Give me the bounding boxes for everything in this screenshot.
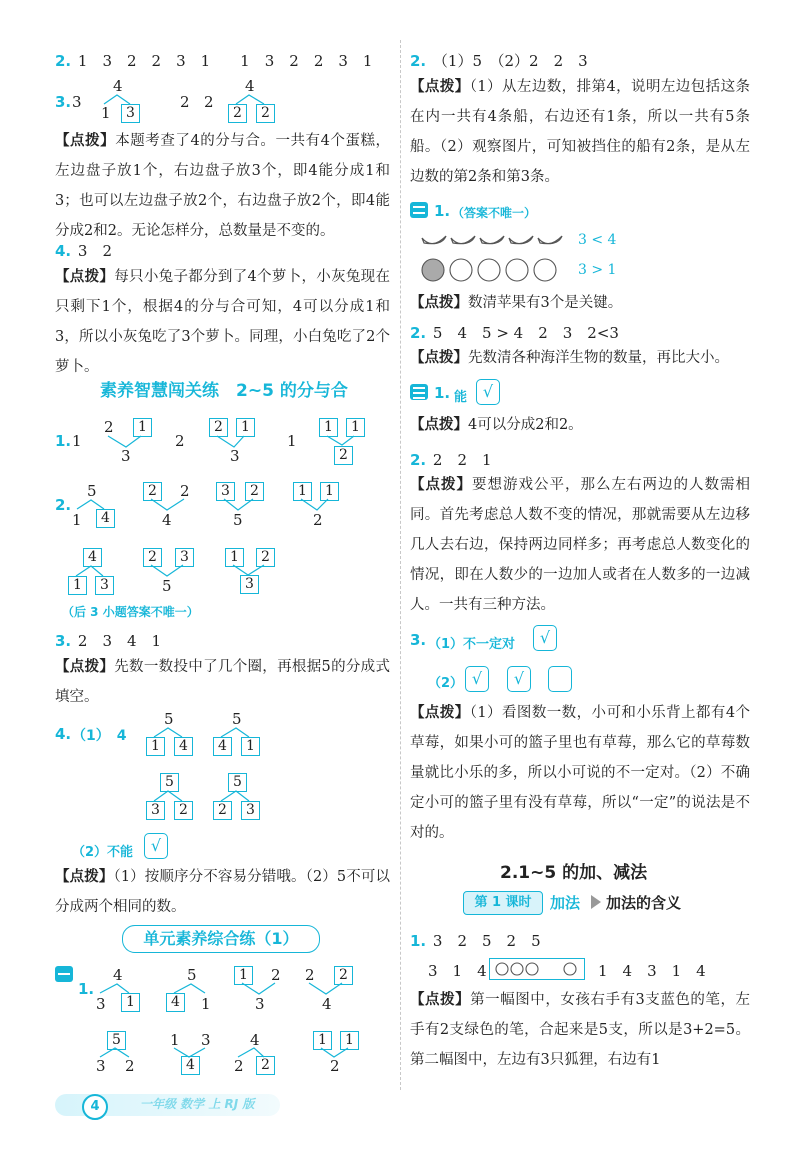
hint-tag: 【点拨】	[55, 658, 115, 675]
answer-line-2c	[410, 449, 492, 470]
question-number: 2.	[410, 451, 427, 469]
answer-box: 1	[236, 418, 255, 437]
strawberry-icon	[534, 259, 556, 281]
answer-digit: 2	[204, 93, 214, 111]
answer-box: 4	[96, 509, 115, 528]
answer-box: 1	[121, 993, 140, 1012]
answer-box: 1	[346, 418, 365, 437]
split-right: 2	[180, 482, 190, 500]
split-right: 2	[125, 1057, 135, 1075]
check-mark-box: √	[507, 666, 531, 692]
answer-box: 2	[256, 1056, 275, 1075]
question-number: 3.	[55, 632, 72, 650]
split-left: 3	[96, 1057, 106, 1075]
answer-box: 2	[334, 966, 353, 985]
chapter-title: 2.1~5 的加、减法	[500, 863, 648, 883]
check-mark-box: √	[476, 379, 500, 405]
question-number: 3.	[55, 93, 72, 111]
answer-digit: 1	[287, 432, 297, 450]
hint-paragraph	[410, 470, 750, 620]
sub-question-label: （2）不能	[72, 845, 134, 860]
answer-box: 1	[234, 966, 253, 985]
hint-text: 每只小兔子都分到了4个萝卜，小灰兔现在只剩下1个，根据4的分与合可知，4可以分成1和3，所以小灰兔吃了3个萝卜。同理，小白兔吃了2个萝卜。	[55, 269, 390, 375]
answer-digit: 1	[72, 432, 82, 450]
split-left: 1	[170, 1031, 180, 1049]
circle-box	[489, 958, 585, 980]
split-bottom: 2	[313, 511, 323, 529]
answer-text: 1 4 3 1 4	[598, 962, 706, 980]
split-bottom: 2	[330, 1057, 340, 1075]
hint-text: 先数一数投中了几个圈，再根据5的分成式填空。	[55, 659, 390, 705]
answer-box: 2	[228, 104, 247, 123]
answer-box: 2	[143, 482, 162, 501]
hint-text: （1）看图数一数，小可和小乐背上都有4个草莓，如果小可的篮子里也有草莓，那么它的草莓数量就比小乐的多，所以小可说的不一定对。（2）不确定小可的篮子里有没有草莓，所以“一定”的说法是不对的。	[410, 705, 751, 841]
strawberry-row	[420, 256, 570, 284]
answer-box: 2	[256, 104, 275, 123]
question-number: 3.	[410, 631, 427, 649]
hint-text: 数清苹果有3个是关键。	[468, 295, 623, 311]
split-top: 4	[250, 1031, 260, 1049]
hint-tag: 【点拨】	[410, 991, 471, 1008]
split-left: 1	[72, 511, 82, 529]
split-left: 2	[305, 966, 315, 984]
answer-box: 2	[209, 418, 228, 437]
answer-digit: 2	[175, 432, 185, 450]
banana-icon	[538, 236, 562, 244]
comparison: 3 > 1	[578, 262, 617, 278]
banana-row	[420, 228, 570, 254]
split-bottom: 5	[233, 511, 243, 529]
split-top: 5	[87, 482, 97, 500]
split-bottom: 3	[230, 447, 240, 465]
sub-question-label: （1）不一定对	[428, 637, 516, 652]
answer-box: 2	[143, 548, 162, 567]
hint-paragraph	[410, 72, 750, 192]
hint-tag: 【点拨】	[55, 868, 114, 885]
footer-text: 一年级 数学 上 RJ 版	[140, 1097, 255, 1111]
lesson-badge: 第 1 课时	[463, 891, 543, 915]
answer-text: 2 2 1	[432, 451, 492, 469]
note: （后 3 小题答案不唯一）	[62, 605, 199, 619]
banana-icon	[480, 236, 504, 244]
answer-digit: 3	[72, 93, 82, 111]
question-number: 1.	[434, 202, 451, 220]
banana-icon	[451, 236, 475, 244]
answer-text: 1 3 2 2 3 1 1 3 2 2 3 1	[77, 52, 373, 70]
answer-box: 4	[166, 993, 185, 1012]
unit-title: 单元素养综合练（1）	[122, 925, 320, 953]
split-top: 5	[164, 710, 174, 728]
answer-box: 2	[334, 446, 353, 465]
banana-icon	[509, 236, 533, 244]
answer-text: 2 3 4 1	[77, 632, 162, 650]
answer-box: 2	[213, 801, 232, 820]
hint-text: 4可以分成2和2。	[468, 417, 583, 433]
answer-box: 1	[225, 548, 244, 567]
answer-text: 能	[454, 390, 468, 405]
question-number: 1.	[434, 384, 451, 402]
answer-box: 3	[241, 801, 260, 820]
split-bottom: 3	[121, 447, 131, 465]
hint-tag: 【点拨】	[410, 416, 468, 433]
strawberry-icon	[450, 259, 472, 281]
answer-box: 1	[293, 482, 312, 501]
hint-tag: 【点拨】	[55, 268, 115, 285]
split-bottom: 5	[162, 577, 172, 595]
split-top: 4	[245, 77, 255, 95]
hint-tag: 【点拨】	[410, 294, 468, 311]
answer-line-2	[410, 50, 588, 71]
answer-line-r1c	[598, 960, 706, 981]
answer-box: 2	[245, 482, 264, 501]
question-number: 2.	[410, 52, 427, 70]
answer-box: 4	[213, 737, 232, 756]
split-bottom: 4	[162, 511, 172, 529]
split-top: 4	[113, 77, 123, 95]
circles-icon	[490, 959, 584, 979]
answer-box: 5	[160, 773, 179, 792]
hint-paragraph	[410, 985, 750, 1075]
section-three-icon	[410, 384, 428, 400]
question-number: 2.	[55, 496, 72, 514]
split-left: 2	[234, 1057, 244, 1075]
sub-question-label: （2）	[428, 676, 464, 691]
question-number: 4.	[55, 725, 72, 743]
answer-box: 1	[340, 1031, 359, 1050]
answer-box: 3	[146, 801, 165, 820]
strawberry-icon	[506, 259, 528, 281]
split-right: 2	[271, 966, 281, 984]
hint-text: （1）从左边数，排第4，说明左边包括这条在内一共有4条船，右边还有1条，所以一共有5条船。（2）观察图片，可知被挡住的船有2条，是从左边数的第2条和第3条。	[410, 79, 751, 185]
strawberry-icon	[422, 259, 444, 281]
answer-line-r1b	[428, 960, 487, 981]
empty-check-box	[548, 666, 572, 692]
hint-tag: 【点拨】	[410, 704, 470, 721]
hint-text: 要想游戏公平，那么左右两边的人数需相同。首先考虑总人数不变的情况，那就需要从左边移几人去右边，保持两边同样多；再考虑总人数变化的情况，即在人数少的一边加人或者在人数多的一边减人。一共有三种方法。	[410, 477, 750, 613]
split-bottom: 4	[322, 995, 332, 1013]
answer-box: 1	[319, 418, 338, 437]
hint-paragraph	[410, 343, 750, 373]
hint-text: 本题考查了4的分与合。一共有4个蛋糕，左边盘子放1个，右边盘子放3个，即4能分成1和3；也可以左边盘子放2个，右边盘子放2个，即4能分成2和2。无论怎样分，总数量是不变的。	[55, 133, 391, 239]
split-right: 1	[201, 995, 211, 1013]
question-number: 2.	[55, 52, 72, 70]
answer-box: 1	[320, 482, 339, 501]
sub-question-label: （1） 4	[72, 728, 127, 744]
question-number: 4.	[55, 242, 72, 260]
split-left: 2	[104, 418, 114, 436]
check-mark-box: √	[144, 833, 168, 859]
question-number: 2.	[410, 324, 427, 342]
section-two-icon	[410, 202, 428, 218]
question-number: 1.	[410, 932, 427, 950]
question-number: 1.	[78, 980, 95, 998]
answer-box: 1	[68, 576, 87, 595]
hint-tag: 【点拨】	[410, 78, 470, 95]
hint-text: 第一幅图中，女孩右手有3支蓝色的笔，左手有2支绿色的笔，合起来是5支，所以是3+2=5。第二幅图中，左边有3只狐狸，右边有1	[410, 992, 750, 1068]
strawberry-icon	[478, 259, 500, 281]
banana-icon	[422, 236, 446, 244]
question-number: 1.	[55, 432, 72, 450]
check-mark-box: √	[465, 666, 489, 692]
answer-box: 1	[133, 418, 152, 437]
page-number: 4	[82, 1094, 108, 1120]
hint-tag: 【点拨】	[55, 132, 116, 149]
answer-text: 3 2 5 2 5	[432, 932, 541, 950]
split-top: 5	[187, 966, 197, 984]
hint-tag: 【点拨】	[410, 476, 472, 493]
answer-box: 3	[121, 104, 140, 123]
answer-box: 4	[83, 548, 102, 567]
split-left: 1	[101, 104, 111, 122]
hint-text: 先数清各种海洋生物的数量，再比大小。	[468, 350, 729, 366]
hint-paragraph	[410, 698, 750, 848]
comparison: 3 < 4	[578, 232, 617, 248]
answer-line-r1	[410, 930, 541, 951]
answer-text: 3 2	[77, 242, 113, 260]
lesson-topic: 加法	[550, 894, 581, 912]
split-left: 3	[96, 995, 106, 1013]
arrow-right-icon	[591, 895, 601, 909]
answer-box: 1	[146, 737, 165, 756]
answer-box: 1	[313, 1031, 332, 1050]
hint-tag: 【点拨】	[410, 349, 468, 366]
answer-box: 3	[95, 576, 114, 595]
split-top: 5	[232, 710, 242, 728]
answer-box: 3	[216, 482, 235, 501]
lesson-subtitle: 加法的含义	[606, 894, 682, 912]
answer-box: 3	[175, 548, 194, 567]
answer-digit: 2	[180, 93, 190, 111]
section-title: 素养智慧闯关练 2~5 的分与合	[100, 381, 348, 401]
answer-box: 5	[107, 1031, 126, 1050]
answer-box: 2	[256, 548, 275, 567]
answer-text: 5 4 5 > 4 2 3 2<3	[432, 324, 619, 342]
answer-box: 3	[240, 575, 259, 594]
note: （答案不唯一）	[452, 206, 537, 220]
answer-box: 2	[174, 801, 193, 820]
answer-box: 1	[241, 737, 260, 756]
answer-line-2b	[410, 322, 619, 343]
split-bottom: 3	[255, 995, 265, 1013]
hint-paragraph	[410, 288, 750, 318]
answer-box: 4	[174, 737, 193, 756]
answer-text: 3 1 4	[428, 962, 487, 980]
hint-text: （1）按顺序分不容易分错哦。（2）5不可以分成两个相同的数。	[55, 869, 390, 915]
split-top: 4	[113, 966, 123, 984]
check-mark-box: √	[533, 625, 557, 651]
split-right: 3	[201, 1031, 211, 1049]
answer-box: 5	[228, 773, 247, 792]
answer-box: 4	[181, 1056, 200, 1075]
hint-paragraph	[410, 410, 750, 440]
answer-text: （1）5 （2）2 2 3	[432, 52, 588, 70]
